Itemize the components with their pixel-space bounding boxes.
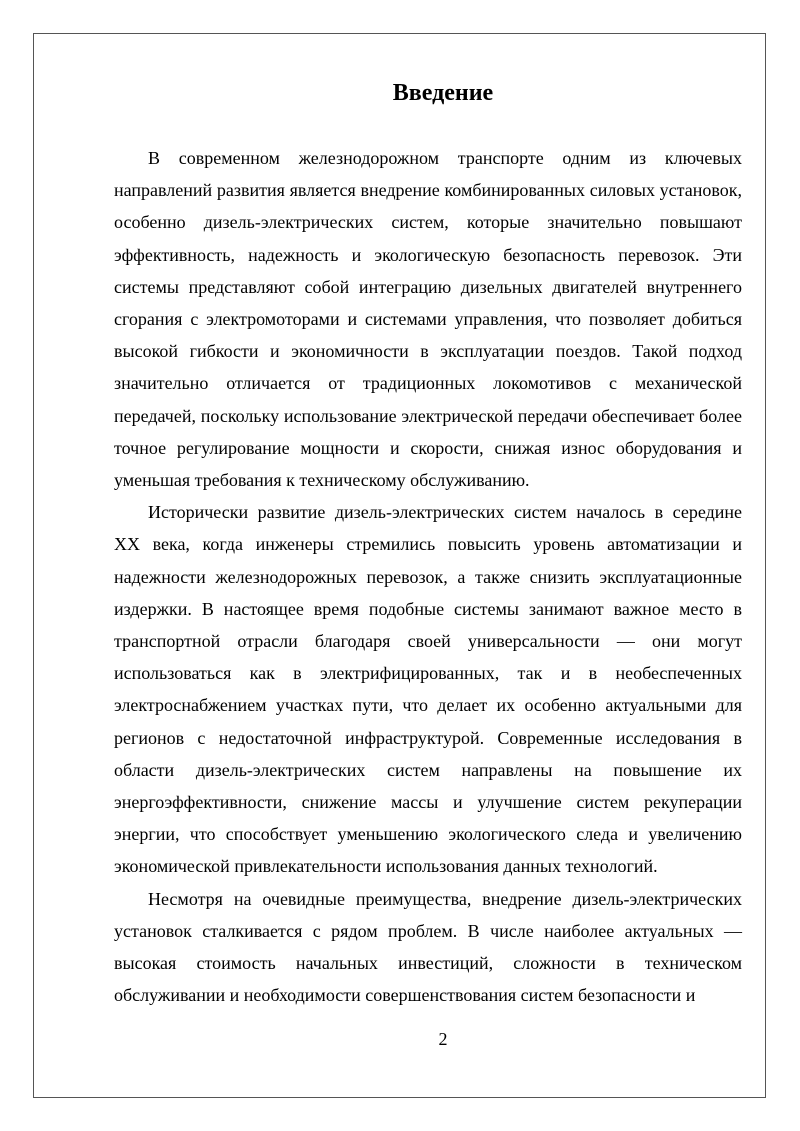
page-title: Введение <box>392 80 494 106</box>
page-number: 2 <box>438 1029 448 1049</box>
document-body <box>114 142 742 1011</box>
paragraph: Исторически развитие дизель-электрических систем началось в середине XX века, когда инженеры стремились повысить уровень автоматизации и надежности железнодорожных перевозок, а также снизить эксплуатационные издержки. В настоящее время подобные системы занимают важное место в транспортной отрасли благодаря своей универсальности — они могут использоваться как в электрифицированных, так и в необеспеченных электроснабжением участках пути, что делает их особенно актуальными для регионов с недостаточной инфраструктурой. Современные исследования в области дизель-электрических систем направлены на повышение их энергоэффективности, снижение массы и улучшение систем рекуперации энергии, что способствует уменьшению экологического следа и увеличению экономической привлекательности использования данных технологий. <box>114 502 742 877</box>
paragraph: В современном железнодорожном транспорте одним из ключевых направлений развития является внедрение комбинированных силовых установок, особенно дизель-электрических систем, которые значительно повышают эффективность, надежность и экологическую безопасность перевозок. Эти системы представляют собой интеграцию дизельных двигателей внутреннего сгорания с электромоторами и системами управления, что позволяет добиться высокой гибкости и экономичности в эксплуатации поездов. Такой подход значительно отличается от традиционных локомотивов с механической передачей, поскольку использование электрической передачи обеспечивает более точное регулирование мощности и скорости, снижая износ оборудования и уменьшая требования к техническому обслуживанию. <box>114 148 742 491</box>
paragraph: Несмотря на очевидные преимущества, внедрение дизель-электрических установок сталкивается с рядом проблем. В числе наиболее актуальных — высокая стоимость начальных инвестиций, сложности в техническом обслуживании и необходимости совершенствования систем безопасности и <box>114 888 742 1006</box>
